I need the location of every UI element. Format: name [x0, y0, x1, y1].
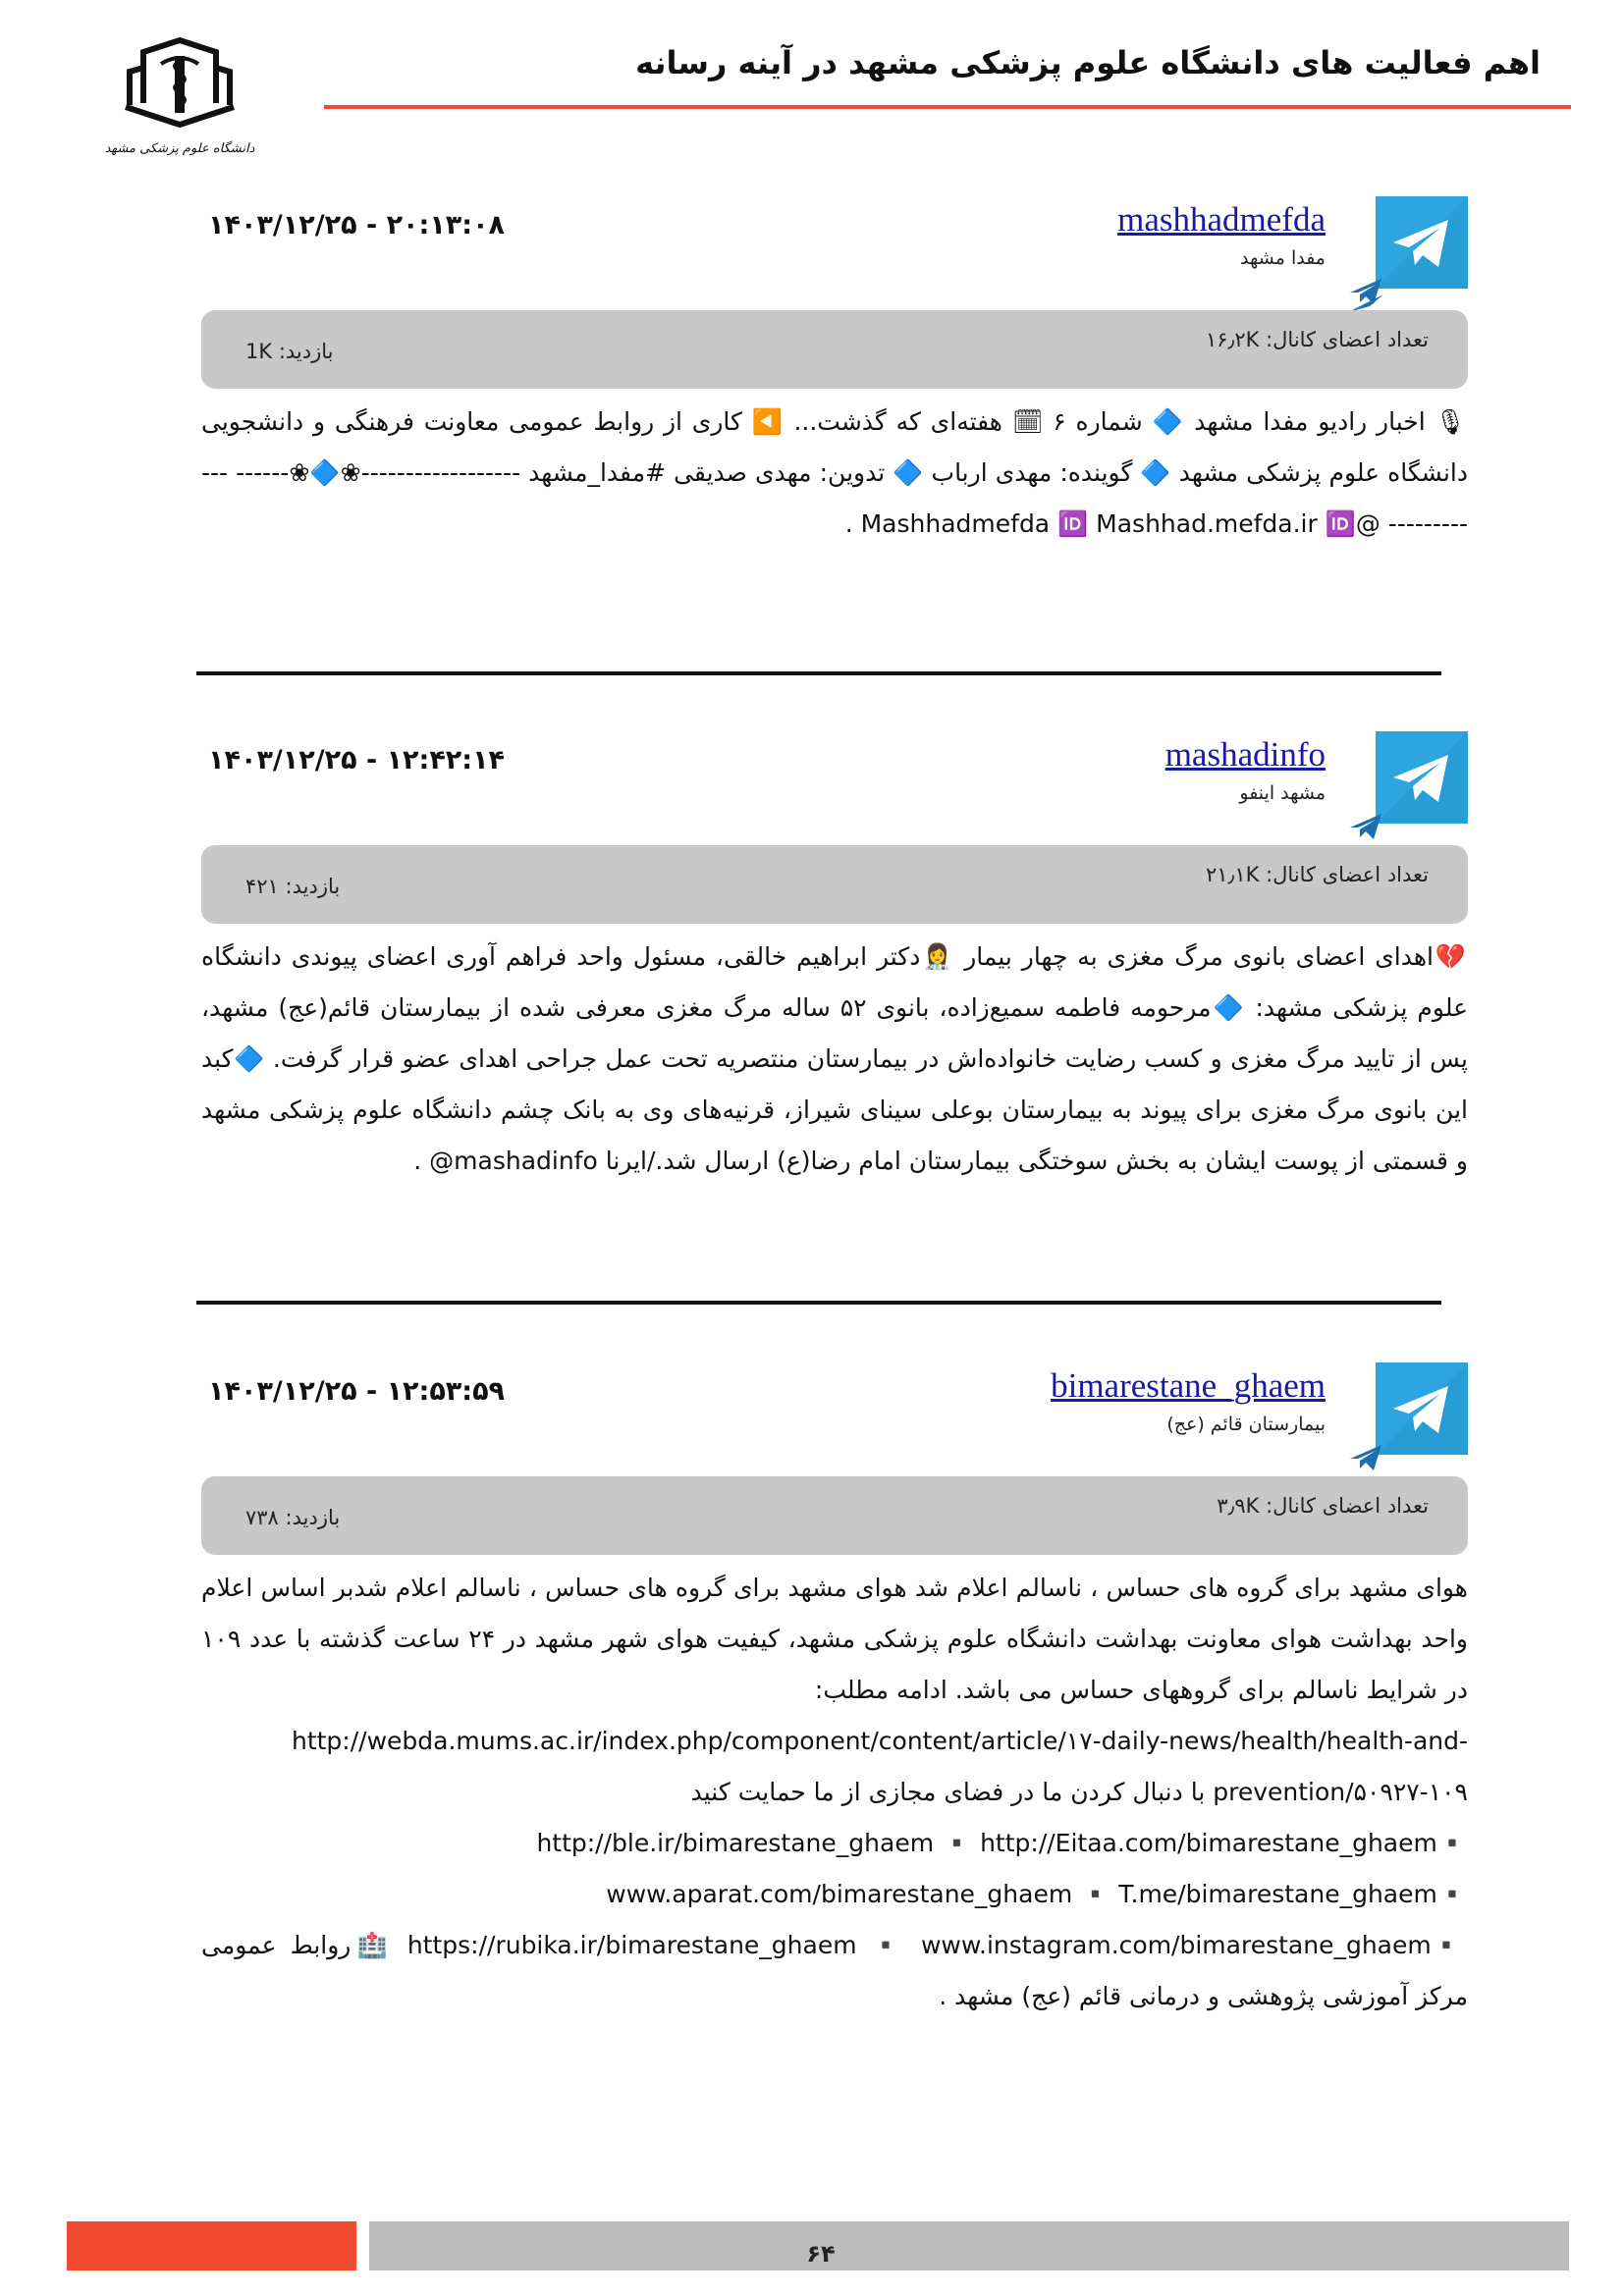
post-datetime: ۱۴۰۳/۱۲/۲۵ - ۱۲:۴۲:۱۴ [208, 745, 506, 775]
telegram-small-icon [1348, 277, 1383, 306]
members-count: تعداد اعضای کانال: ۱۶٫۲K [1205, 328, 1429, 351]
post-datetime: ۱۴۰۳/۱۲/۲۵ - ۱۲:۵۳:۵۹ [208, 1376, 506, 1407]
post-divider [196, 1301, 1441, 1305]
members-count: تعداد اعضای کانال: ۲۱٫۱K [1205, 863, 1429, 886]
members-count: تعداد اعضای کانال: ۳٫۹K [1217, 1494, 1429, 1518]
telegram-icon [1376, 1362, 1468, 1455]
header-rule [324, 105, 1571, 109]
stats-bar [201, 845, 1468, 924]
views-count: بازدید: 1K [245, 340, 334, 363]
page-header-title: اهم فعالیت های دانشگاه علوم پزشکی مشهد در آینه رسانه [635, 44, 1541, 81]
post-divider [196, 671, 1441, 675]
post-body-line: http://webda.mums.ac.ir/index.php/component/content/article/۱۷-daily-news/health/health-and-prevention/۵۰۹۲۷-۱۰۹ با دنبال کردن ما در فضای مجازی از ما حمایت کنید [291, 1727, 1468, 1806]
post-body-line: ▪️https://rubika.ir/bimarestane_ghaem ▪️ www.instagram.com/bimarestane_ghaem 🏥روابط عمومی مرکز آموزشی پژوهشی و درمانی قائم (عج) مشهد . [201, 1931, 1468, 2010]
channel-name: مشهد اینفو [1239, 782, 1326, 804]
post-datetime: ۱۴۰۳/۱۲/۲۵ - ۲۰:۱۳:۰۸ [208, 210, 506, 240]
channel-link[interactable]: mashadinfo [1164, 735, 1326, 774]
page-number: ۶۴ [806, 2240, 836, 2268]
views-count: بازدید: ۴۲۱ [245, 875, 341, 898]
post-body-text: 💔اهدای اعضای بانوی مرگ مغزی به چهار بیمار 👩‍⚕️دکتر ابراهیم خالقی، مسئول واحد فراهم آوری اعضای پیوندی دانشگاه علوم پزشکی مشهد: 🔷مرحومه فاطمه سمیع‌زاده، بانوی ۵۲ ساله مرگ مغزی معرفی شده از بیمارستان قائم(عج) مشهد، پس از تایید مرگ مغزی و کسب رضایت خانواده‌اش در بیمارستان منتصریه تحت عمل جراحی اهدای عضو قرار گرفت. 🔷کبد این بانوی مرگ مغزی برای پیوند به بیمارستان بوعلی سینای شیراز، قرنیه‌های وی به بانک چشم دانشگاه علوم پزشکی مشهد و قسمتی از پوست ایشان به بخش سوختگی بیمارستان امام رضا(ع) ارسال شد./ایرنا mashadinfo@ . [201, 942, 1469, 1175]
stats-bar [201, 310, 1468, 389]
post-body-text: 🎙 اخبار رادیو مفدا مشهد 🔷 شماره ۶ 🗓 هفته‌ای که گذشت... ◀️ کاری از روابط عمومی معاونت فرهنگی و دانشجویی دانشگاه علوم پزشکی مشهد 🔷 گوینده: مهدی ارباب 🔷 تدوین: مهدی صدیقی #مفدا_مشهد ------------------❀🔷❀------ ------------ @Mashhadmefda 🆔 Mashhad.mefda.ir 🆔 . [201, 407, 1468, 538]
footer-accent-bar [67, 2221, 356, 2270]
post-body-line: هوای مشهد برای گروه های حساس ، ناسالم اعلام شد هوای مشهد برای گروه های حساس ، ناسالم اعلام شدبر اساس اعلام واحد بهداشت هوای معاونت بهداشت دانشگاه علوم پزشکی مشهد، کیفیت هوای شهر مشهد در ۲۴ ساعت گذشته با عدد ۱۰۹ در شرایط ناسالم برای گروههای حساس می باشد. ادامه مطلب: [201, 1574, 1468, 1704]
post-body-line: ▪️http://ble.ir/bimarestane_ghaem ▪️ http://Eitaa.com/bimarestane_ghaem [536, 1829, 1468, 1857]
telegram-icon [1376, 731, 1468, 824]
telegram-small-icon [1348, 1443, 1383, 1472]
views-count: بازدید: ۷۳۸ [245, 1506, 341, 1529]
post-body-text [201, 1563, 1468, 2022]
telegram-icon [1376, 196, 1468, 289]
channel-name: بیمارستان قائم (عج) [1166, 1414, 1326, 1435]
svg-text:دانشگاه علوم پزشکی مشهد: دانشگاه علوم پزشکی مشهد [104, 141, 255, 156]
post-body-line: ▪️www.aparat.com/bimarestane_ghaem ▪️ T.me/bimarestane_ghaem [606, 1880, 1468, 1908]
channel-link[interactable]: bimarestane_ghaem [1051, 1366, 1326, 1405]
telegram-small-icon [1348, 812, 1383, 841]
channel-link[interactable]: mashhadmefda [1117, 200, 1326, 239]
channel-name: مفدا مشهد [1240, 247, 1326, 269]
university-logo [104, 34, 255, 167]
stats-bar [201, 1476, 1468, 1555]
